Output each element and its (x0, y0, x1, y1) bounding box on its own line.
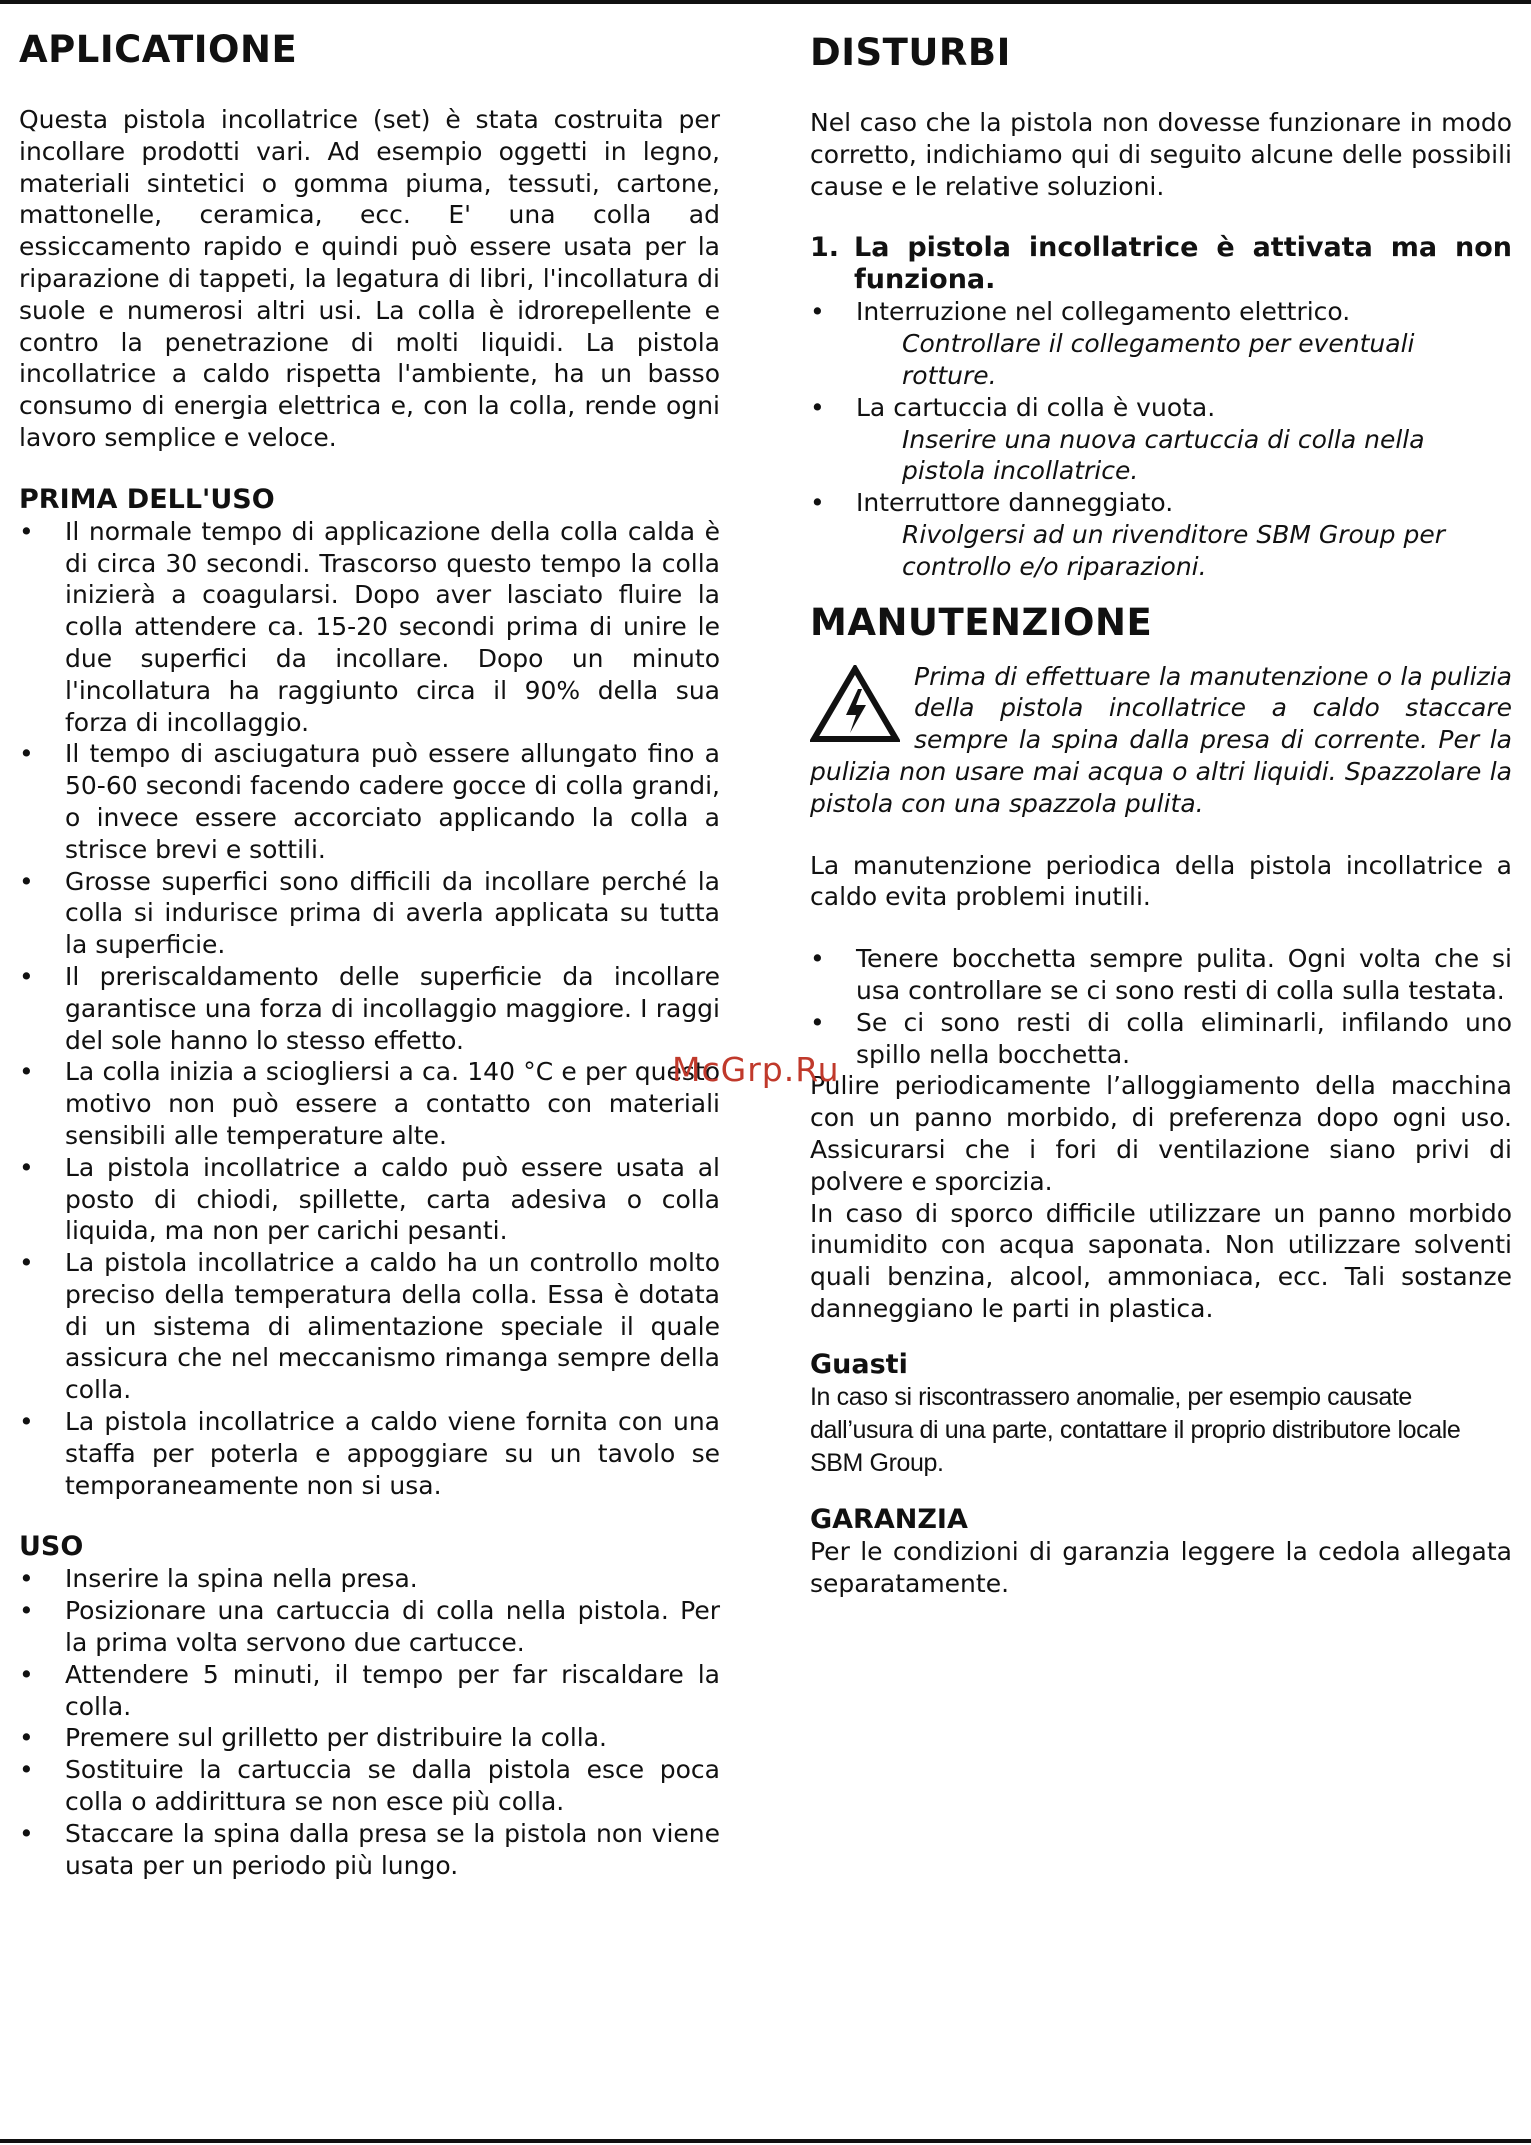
solution-text: Inserire una nuova cartuccia di colla nella pistola incollatrice. (902, 424, 1425, 486)
watermark: McGrp.Ru (672, 1050, 840, 1089)
guasti-text: In caso si riscontrassero anomalie, per esempio causate dall’usura di una parte, contattare il proprio distributore locale SBM Group. (810, 1382, 1461, 1477)
section-title-aplicatione: APLICATIONE (19, 28, 298, 71)
list-item: • La pistola incollatrice a caldo ha un controllo molto preciso della temperatura della colla. Essa è dotata di un sistema di alimentazione speciale il quale assicura che nel meccanismo rimanga sempre della colla. (19, 1247, 720, 1406)
section-title-uso: USO (19, 1531, 84, 1563)
list-item: • La pistola incollatrice a caldo viene fornita con una staffa per poterla e appoggiare su un tavolo se temporaneamente non si usa. (19, 1406, 720, 1501)
cleaning-paragraph-2: In caso di sporco difficile utilizzare un panno morbido inumidito con acqua saponata. Non utilizzare solventi quali benzina, alcool, ammoniaca, ecc. Tali sostanze danneggiano le parti in plastica. (810, 1198, 1512, 1323)
section-title-guasti: Guasti (810, 1348, 908, 1380)
causes-list-3 (810, 487, 1512, 519)
garanzia-text: Per le condizioni di garanzia leggere la cedola allegata separatamente. (810, 1536, 1512, 1598)
section-title-garanzia: GARANZIA (810, 1503, 968, 1535)
section-title-manutenzione: MANUTENZIONE (810, 600, 1153, 644)
solution-text: Controllare il collegamento per eventuali rotture. (902, 329, 1415, 390)
list-item: • Tenere bocchetta sempre pulita. Ogni volta che si usa controllare se ci sono resti di colla sulla testata. (810, 943, 1512, 1007)
list-item: • Inserire la spina nella presa. (19, 1563, 720, 1595)
list-item: • Grosse superfici sono difficili da incollare perché la colla si indurisce prima di averla applicata su tutta la superficie. (19, 866, 720, 961)
list-item: • Il normale tempo di applicazione della colla calda è di circa 30 secondi. Trascorso questo tempo la colla inizierà a coagularsi. Dopo aver lasciato fluire la colla attendere ca. 15-20 secondi prima di unire le due superfici da incollare. Dopo un minuto l'incollatura ha raggiunto circa il 90% della sua forza di incollaggio. (19, 516, 720, 739)
top-rule (0, 0, 1531, 4)
list-item: • Il tempo di asciugatura può essere allungato fino a 50-60 secondi facendo cadere gocce di colla grandi, o invece essere accorciato applicando la colla a strisce brevi e sottili. (19, 738, 720, 865)
left-column (19, 20, 720, 1881)
warning-block (810, 661, 1512, 820)
cause-item: • La cartuccia di colla è vuota. (810, 392, 1512, 424)
prima-list (19, 516, 720, 1502)
problem-number: 1. (810, 232, 840, 264)
disturbi-intro: Nel caso che la pistola non dovesse funzionare in modo corretto, indichiamo qui di seguito alcune delle possibili cause e le relative soluzioni. (810, 108, 1512, 201)
intro-paragraph: Questa pistola incollatrice (set) è stata costruita per incollare prodotti vari. Ad esempio oggetti in legno, materiali sintetici o gomma piuma, tessuti, cartone, mattonelle, ceramica, ecc. E' una colla ad essiccamento rapido e quindi può essere usata per la riparazione di tappeti, la legatura di libri, l'incollatura di suole e numerosi altri usi. La colla è idrorepellente e contro la penetrazione di molti liquidi. La pistola incollatrice a caldo rispetta l'ambiente, ha un basso consumo di energia elettrica e, con la colla, rende ogni lavoro semplice e veloce. (19, 105, 720, 452)
causes-list-2 (810, 392, 1512, 424)
problem-title: La pistola incollatrice è attivata ma non funziona. (854, 232, 1512, 296)
list-item: • Il preriscaldamento delle superficie da incollare garantisce una forza di incollaggio maggiore. I raggi del sole hanno lo stesso effetto. (19, 961, 720, 1056)
causes-list (810, 296, 1512, 328)
list-item: • Staccare la spina dalla presa se la pistola non viene usata per un periodo più lungo. (19, 1818, 720, 1882)
electric-warning-icon (810, 665, 900, 743)
maintenance-intro: La manutenzione periodica della pistola incollatrice a caldo evita problemi inutili. (810, 850, 1512, 912)
right-column (810, 20, 1512, 1599)
bottom-rule (0, 2139, 1531, 2143)
list-item: • Sostituire la cartuccia se dalla pistola esce poca colla o addirittura se non esce più colla. (19, 1754, 720, 1818)
list-item: • La pistola incollatrice a caldo può essere usata al posto di chiodi, spillette, carta adesiva o colla liquida, ma non per carichi pesanti. (19, 1152, 720, 1247)
list-item: • Attendere 5 minuti, il tempo per far riscaldare la colla. (19, 1659, 720, 1723)
solution-text: Rivolgersi ad un rivenditore SBM Group per controllo e/o riparazioni. (902, 519, 1446, 581)
list-item: • La colla inizia a sciogliersi a ca. 140 °C e per questo motivo non può essere a contatto con materiali sensibili alle temperature alte. (19, 1056, 720, 1151)
list-item: • Posizionare una cartuccia di colla nella pistola. Per la prima volta servono due cartucce. (19, 1595, 720, 1659)
uso-list (19, 1563, 720, 1881)
cause-item: • Interruzione nel collegamento elettrico. (810, 296, 1512, 328)
problem-heading (810, 232, 1512, 296)
section-title-disturbi: DISTURBI (810, 31, 1011, 74)
list-item: • Premere sul grilletto per distribuire la colla. (19, 1722, 720, 1754)
list-item: • Se ci sono resti di colla eliminarli, infilando uno spillo nella bocchetta. (810, 1007, 1512, 1071)
section-title-prima-dell-uso: PRIMA DELL'USO (19, 483, 275, 515)
cause-item: • Interruttore danneggiato. (810, 487, 1512, 519)
cleaning-paragraph: Pulire periodicamente l’alloggiamento della macchina con un panno morbido, di preferenza dopo ogni uso. Assicurarsi che i fori di ventilazione siano privi di polvere e sporcizia. (810, 1071, 1512, 1196)
warning-text: Prima di effettuare la manutenzione o la pulizia della pistola incollatrice a caldo staccare sempre la spina dalla presa di corrente. Per la pulizia non usare mai acqua o altri liquidi. Spazzolare la pistola con una spazzola pulita. (810, 661, 1512, 818)
maintenance-list (810, 943, 1512, 1070)
